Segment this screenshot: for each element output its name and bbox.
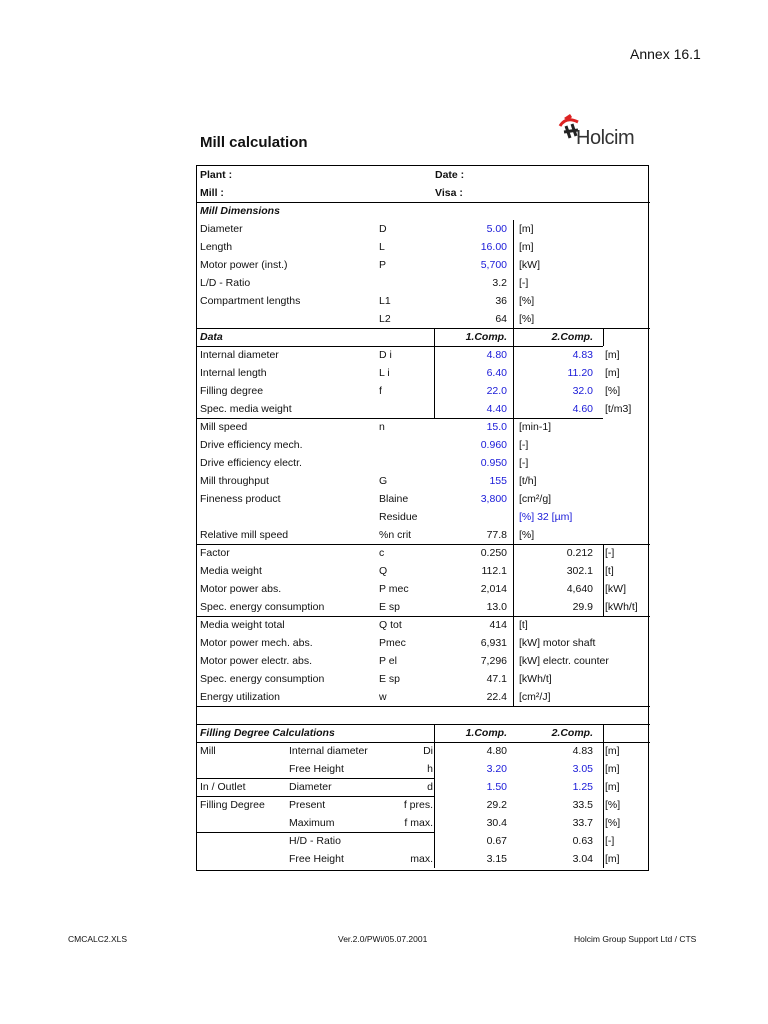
row-symbol: max. bbox=[410, 853, 433, 865]
row-label: Motor power electr. abs. bbox=[200, 655, 313, 667]
row-symbol: Pmec bbox=[379, 637, 406, 649]
row-value-comp2: 1.25 bbox=[572, 781, 593, 793]
row-unit: [kW] bbox=[605, 583, 626, 595]
row-label: Internal length bbox=[200, 367, 267, 379]
row-unit: [kWh/t] bbox=[605, 601, 638, 613]
row-value-comp1: 13.0 bbox=[486, 601, 507, 613]
row-unit: [m] bbox=[519, 223, 534, 235]
row-symbol: L2 bbox=[379, 313, 391, 325]
row-unit: [t/m3] bbox=[605, 403, 632, 415]
row-unit: [kW] bbox=[519, 259, 540, 271]
row-symbol: f pres. bbox=[403, 799, 433, 811]
row-unit: [%] bbox=[519, 295, 535, 307]
footer-filename: CMCALC2.XLS bbox=[68, 934, 128, 944]
row-value: 6,931 bbox=[480, 637, 507, 649]
row-unit: [%] bbox=[605, 817, 621, 829]
visa-label: Visa : bbox=[435, 187, 463, 199]
row-label: Length bbox=[200, 241, 233, 253]
row-unit: [t/h] bbox=[519, 475, 537, 487]
row-label: Relative mill speed bbox=[200, 529, 289, 541]
row-symbol: L i bbox=[379, 367, 390, 379]
row-symbol bbox=[347, 832, 433, 850]
row-label: Factor bbox=[200, 547, 230, 559]
row-label: Spec. energy consumption bbox=[200, 601, 325, 613]
row-label: Motor power abs. bbox=[200, 583, 282, 595]
annex-label: Annex 16.1 bbox=[630, 46, 701, 62]
row-value: 3,800 bbox=[480, 493, 507, 505]
column-divider bbox=[603, 544, 604, 616]
row-value: 5,700 bbox=[480, 259, 507, 271]
row-label: L/D - Ratio bbox=[200, 277, 251, 289]
row-label: Fineness product bbox=[200, 493, 281, 505]
row-symbol: Di bbox=[423, 745, 433, 757]
row-label: Maximum bbox=[289, 817, 335, 829]
row-label: Compartment lengths bbox=[200, 295, 301, 307]
row-unit: [%] bbox=[519, 313, 535, 325]
row-value-comp1: 2,014 bbox=[480, 583, 507, 595]
row-label: Internal diameter bbox=[200, 349, 279, 361]
row-unit: [m] bbox=[605, 853, 620, 865]
row-unit: [%] 32 [µm] bbox=[519, 511, 573, 523]
row-unit: [m] bbox=[605, 745, 620, 757]
row-value-comp1: 22.0 bbox=[486, 385, 507, 397]
row-value-comp2: 3.04 bbox=[572, 853, 593, 865]
footer-company: Holcim Group Support Ltd / CTS bbox=[574, 934, 697, 944]
row-value-comp1: 3.15 bbox=[486, 853, 507, 865]
row-value-comp1: 29.2 bbox=[486, 799, 507, 811]
column-divider bbox=[513, 544, 514, 616]
row-value-comp2: 4.83 bbox=[572, 745, 593, 757]
row-unit: [t] bbox=[519, 619, 528, 631]
row-unit: [%] bbox=[605, 799, 621, 811]
row-unit: [min-1] bbox=[519, 421, 552, 433]
row-value: 64 bbox=[495, 313, 507, 325]
row-symbol: d bbox=[427, 781, 433, 793]
row-value-comp2: 0.212 bbox=[566, 547, 593, 559]
row-symbol: w bbox=[379, 691, 387, 703]
row-value: 77.8 bbox=[486, 529, 507, 541]
row-value-comp1: 1.50 bbox=[486, 781, 507, 793]
row-symbol: L1 bbox=[379, 295, 391, 307]
row-value-comp1: 3.20 bbox=[486, 763, 507, 775]
row-value-comp1: 112.1 bbox=[481, 565, 507, 577]
row-symbol: Q bbox=[379, 565, 388, 577]
row-value-comp2: 302.1 bbox=[566, 565, 593, 577]
row-label: Filling degree bbox=[200, 385, 264, 397]
section-divider bbox=[197, 706, 650, 707]
row-unit: [-] bbox=[519, 439, 529, 451]
row-symbol: P el bbox=[379, 655, 397, 667]
row-symbol: D bbox=[379, 223, 387, 235]
row-value-comp2: 11.20 bbox=[567, 367, 593, 379]
row-value: 15.0 bbox=[486, 421, 507, 433]
row-value-comp2: 33.7 bbox=[572, 817, 593, 829]
page-title: Mill calculation bbox=[200, 134, 308, 151]
filling-heading: Filling Degree Calculations bbox=[200, 727, 335, 739]
row-unit: [kW] electr. counter bbox=[519, 655, 609, 667]
row-unit: [m] bbox=[605, 349, 620, 361]
row-label: Motor power (inst.) bbox=[200, 259, 288, 271]
row-value-comp1: 6.40 bbox=[486, 367, 507, 379]
mill-dimensions-heading: Mill Dimensions bbox=[200, 205, 280, 217]
row-value-comp2: 32.0 bbox=[572, 385, 593, 397]
row-label: Mill speed bbox=[200, 421, 248, 433]
row-symbol: c bbox=[379, 547, 385, 559]
row-label: Present bbox=[289, 799, 326, 811]
row-value: 16.00 bbox=[480, 241, 507, 253]
comp2-heading: 2.Comp. bbox=[551, 331, 593, 343]
footer-version: Ver.2.0/PWi/05.07.2001 bbox=[338, 934, 428, 944]
row-value-comp2: 0.63 bbox=[572, 835, 593, 847]
row-unit: [kWh/t] bbox=[519, 673, 552, 685]
row-group: In / Outlet bbox=[200, 781, 246, 793]
row-value-comp2: 4.60 bbox=[572, 403, 593, 415]
row-unit: [-] bbox=[605, 547, 615, 559]
calculation-sheet bbox=[196, 165, 649, 871]
row-group: Filling Degree bbox=[200, 799, 265, 811]
row-value-comp1: 4.80 bbox=[486, 349, 507, 361]
row-value: 0.950 bbox=[480, 457, 507, 469]
row-label: Internal diameter bbox=[289, 745, 368, 757]
row-value-comp2: 4,640 bbox=[566, 583, 593, 595]
row-symbol: G bbox=[379, 475, 388, 487]
row-label: Drive efficiency electr. bbox=[200, 457, 302, 469]
row-symbol: %n crit bbox=[379, 529, 412, 541]
row-value: 3.2 bbox=[492, 277, 507, 289]
column-divider bbox=[513, 328, 514, 418]
row-symbol: Blaine bbox=[379, 493, 409, 505]
row-unit: [kW] motor shaft bbox=[519, 637, 596, 649]
row-unit: [m] bbox=[605, 763, 620, 775]
column-divider bbox=[434, 724, 435, 868]
row-value-comp1: 30.4 bbox=[486, 817, 507, 829]
row-label: Motor power mech. abs. bbox=[200, 637, 313, 649]
row-label: Free Height bbox=[289, 763, 344, 775]
column-divider bbox=[434, 328, 435, 418]
row-symbol: L bbox=[379, 241, 385, 253]
row-value: 414 bbox=[489, 619, 507, 631]
row-symbol: f bbox=[379, 385, 382, 397]
mill-label: Mill : bbox=[200, 187, 224, 199]
comp1-heading: 1.Comp. bbox=[465, 727, 507, 739]
row-value-comp1: 4.40 bbox=[486, 403, 507, 415]
row-label: Free Height bbox=[289, 853, 344, 865]
comp1-heading: 1.Comp. bbox=[465, 331, 507, 343]
row-value-comp1: 4.80 bbox=[486, 745, 507, 757]
holcim-logo-text: Holcim bbox=[576, 127, 635, 149]
column-divider bbox=[603, 328, 604, 346]
row-value-comp2: 3.05 bbox=[572, 763, 593, 775]
row-symbol: E sp bbox=[379, 673, 401, 685]
row-symbol: P bbox=[379, 259, 387, 271]
row-label: Drive efficiency mech. bbox=[200, 439, 303, 451]
row-label: Energy utilization bbox=[200, 691, 280, 703]
row-unit: [%] bbox=[519, 529, 535, 541]
row-value-comp2: 29.9 bbox=[572, 601, 593, 613]
column-divider bbox=[603, 724, 604, 868]
row-unit: [-] bbox=[519, 457, 529, 469]
comp2-heading: 2.Comp. bbox=[551, 727, 593, 739]
row-value bbox=[427, 508, 507, 526]
row-symbol: h bbox=[427, 763, 433, 775]
row-unit: [m] bbox=[519, 241, 534, 253]
row-label: Media weight bbox=[200, 565, 262, 577]
row-unit: [cm²/J] bbox=[519, 691, 551, 703]
row-unit: [%] bbox=[605, 385, 621, 397]
row-unit: [t] bbox=[605, 565, 614, 577]
row-symbol: P mec bbox=[379, 583, 409, 595]
row-label: Spec. media weight bbox=[200, 403, 292, 415]
row-unit: [-] bbox=[605, 835, 615, 847]
row-value-comp2: 4.83 bbox=[572, 349, 593, 361]
row-symbol: D i bbox=[379, 349, 392, 361]
row-symbol: Residue bbox=[379, 511, 418, 523]
row-symbol: f max. bbox=[404, 817, 433, 829]
row-unit: [m] bbox=[605, 367, 620, 379]
row-unit: [cm²/g] bbox=[519, 493, 552, 505]
row-unit: [m] bbox=[605, 781, 620, 793]
row-value: 5.00 bbox=[486, 223, 507, 235]
row-label: H/D - Ratio bbox=[289, 835, 341, 847]
column-divider bbox=[513, 418, 514, 544]
row-value-comp1: 0.67 bbox=[486, 835, 507, 847]
holcim-logo bbox=[556, 112, 640, 152]
row-label: Mill throughput bbox=[200, 475, 269, 487]
row-value-comp1: 0.250 bbox=[480, 547, 507, 559]
row-unit: [-] bbox=[519, 277, 529, 289]
date-label: Date : bbox=[435, 169, 465, 181]
row-label: Diameter bbox=[200, 223, 243, 235]
row-label: Diameter bbox=[289, 781, 332, 793]
row-label: Spec. energy consumption bbox=[200, 673, 325, 685]
row-value-comp2: 33.5 bbox=[572, 799, 593, 811]
row-group: Mill bbox=[200, 745, 216, 757]
column-divider bbox=[513, 616, 514, 706]
row-value: 22.4 bbox=[486, 691, 507, 703]
column-divider bbox=[513, 220, 514, 328]
row-value: 0.960 bbox=[480, 439, 507, 451]
row-symbol: n bbox=[379, 421, 385, 433]
row-value: 36 bbox=[495, 295, 507, 307]
row-value: 47.1 bbox=[486, 673, 507, 685]
row-value: 155 bbox=[489, 475, 507, 487]
data-heading: Data bbox=[200, 331, 223, 343]
row-value: 7,296 bbox=[480, 655, 507, 667]
row-symbol: Q tot bbox=[379, 619, 402, 631]
plant-label: Plant : bbox=[200, 169, 233, 181]
row-label: Media weight total bbox=[200, 619, 285, 631]
row-symbol: E sp bbox=[379, 601, 401, 613]
